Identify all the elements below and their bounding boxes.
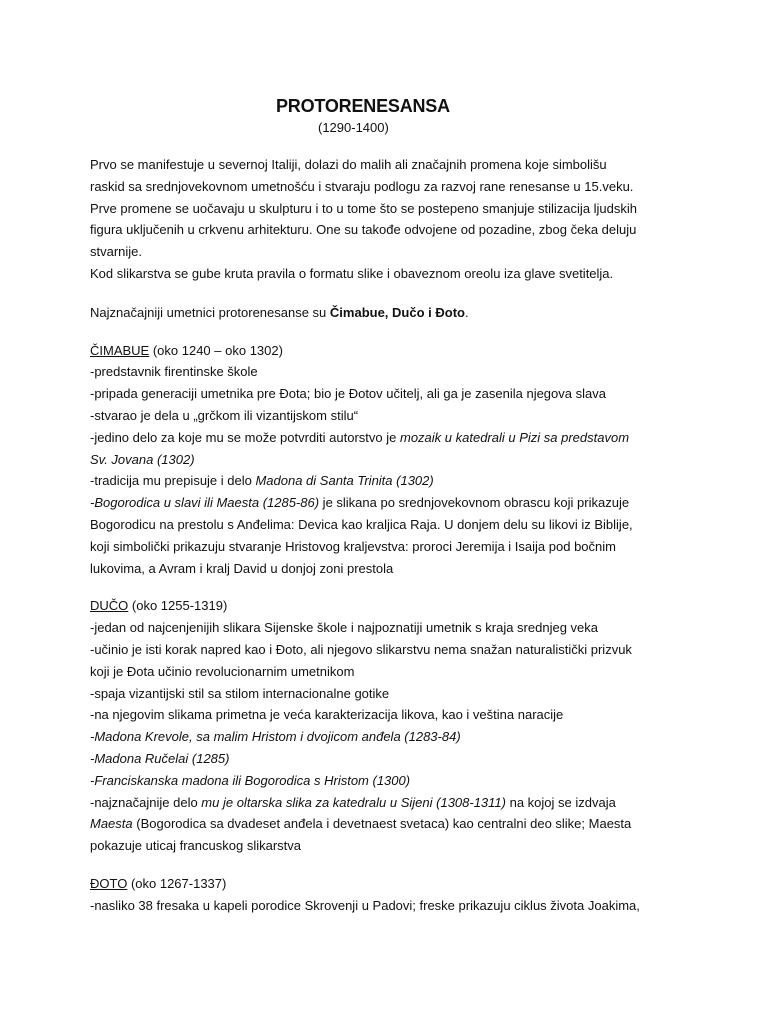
- artist-dates: (oko 1240 – oko 1302): [149, 342, 283, 358]
- section-line: -pripada generaciji umetnika pre Đota; bio je Đotov učitelj, ali ga je zasenila njegova slava: [90, 386, 606, 402]
- artwork-title: -Bogorodica u slavi ili Maesta (1285-86): [90, 495, 320, 511]
- line-text: -tradicija mu prepisuje i delo: [90, 473, 256, 489]
- section-line: lukovima, a Avram i kralj David u donjoj zoni prestola: [90, 560, 394, 576]
- line-text: (Bogorodica sa dvadeset anđela i devetnaest svetaca) kao centralni deo slike; Maesta: [132, 816, 632, 832]
- line-text: -najznačajnije delo: [90, 794, 202, 810]
- artwork-title: Sv. Jovana (1302): [90, 451, 195, 467]
- section-line: [90, 792, 690, 814]
- artwork-title: Madona di Santa Trinita (1302): [255, 473, 434, 489]
- section-heading: [90, 340, 690, 362]
- artwork-title: mu je oltarska slika za katedralu u Sijeni (1308-1311): [201, 794, 506, 810]
- section-cimabue: [90, 340, 690, 580]
- intro-line: stvarnije.: [90, 244, 143, 260]
- artist-name: ČIMABUE: [90, 342, 150, 358]
- section-line: [90, 492, 690, 514]
- section-heading: [90, 595, 690, 617]
- section-line: -na njegovim slikama primetna je veća karakterizacija likova, kao i veština naracije: [90, 707, 564, 723]
- artist-name: ĐOTO: [90, 875, 128, 891]
- line-text: -jedino delo za koje mu se može potvrditi autorstvo je: [90, 429, 400, 445]
- section-giotto: [90, 873, 690, 917]
- artwork-title: mozaik u katedrali u Pizi sa predstavom: [400, 429, 630, 445]
- section-line: -učinio je isti korak napred kao i Đoto, ali njegovo slikarstvu nema snažan naturalistički prizvuk: [90, 641, 632, 657]
- section-line: Bogorodicu na prestolu s Anđelima: Devica kao kraljica Raja. U donjem delu su likovi iz Biblije,: [90, 516, 633, 532]
- artwork-title: -Madona Ručelai (1285): [90, 750, 230, 766]
- intro-line: figura uključenih u crkvenu arhitekturu. One su takođe odvojene od pozadine, zbog čeka deluju: [90, 222, 637, 238]
- artist-dates: (oko 1255-1319): [128, 598, 228, 614]
- section-line: -stvarao je dela u „grčkom ili vizantijskom stilu“: [90, 407, 359, 423]
- section-heading: [90, 873, 690, 895]
- section-line: [90, 470, 690, 492]
- section-line: -jedan od najcenjenijih slikara Sijenske škole i najpoznatiji umetnik s kraja srednjeg veka: [90, 620, 598, 636]
- artists-intro-paragraph: [90, 302, 690, 324]
- section-line: pokazuje uticaj francuskog slikarstva: [90, 838, 301, 854]
- artists-intro-prefix: Najznačajniji umetnici protorenesanse su: [90, 304, 330, 320]
- artists-intro-suffix: .: [464, 304, 469, 320]
- page-title: PROTORENESANSA: [276, 96, 450, 116]
- artists-intro-line: [90, 302, 690, 324]
- intro-paragraph: [90, 154, 690, 285]
- section-line: -nasliko 38 fresaka u kapeli porodice Skrovenji u Padovi; freske prikazuju ciklus života Joakima,: [90, 897, 640, 913]
- section-duccio: [90, 595, 690, 857]
- section-line: [90, 427, 690, 449]
- line-text: je slikana po srednjovekovnom obrascu koji prikazuje: [319, 495, 630, 511]
- section-line: -spaja vizantijski stil sa stilom internacionalne gotike: [90, 685, 390, 701]
- section-line: koji je Đota učinio revolucionarnim umetnikom: [90, 663, 355, 679]
- artist-dates: (oko 1267-1337): [127, 875, 227, 891]
- intro-line: Prvo se manifestuje u severnoj Italiji, dolazi do malih ali značajnih promena koje simbolišu: [90, 157, 607, 172]
- intro-line: raskid sa srednjovekovnom umetnošću i stvaraju podlogu za razvoj rane renesanse u 15.veku.: [90, 178, 634, 194]
- section-line: -predstavnik firentinske škole: [90, 364, 258, 380]
- line-text: na kojoj se izdvaja: [506, 794, 616, 810]
- intro-line: Prve promene se uočavaju u skulpturu i to u tome što se postepeno smanjuje stilizacija ljudskih: [90, 200, 638, 216]
- artwork-title: -Madona Krevole, sa malim Hristom i dvojicom anđela (1283-84): [90, 729, 461, 745]
- artwork-title: -Franciskanska madona ili Bogorodica s Hristom (1300): [90, 772, 411, 788]
- document-body: [90, 94, 690, 917]
- artists-names: Čimabue, Dučo i Đoto: [329, 304, 465, 320]
- artist-name: DUČO: [90, 598, 129, 614]
- section-line: [90, 813, 690, 835]
- section-line: koji simbolički prikazuju stvaranje Hristovog kraljevstva: proroci Jeremija i Isaija pod bočnim: [90, 538, 616, 554]
- page-subtitle: (1290-1400): [318, 120, 389, 135]
- intro-line: Kod slikarstva se gube kruta pravila o formatu slike i obaveznom oreolu iza glave svetitelja.: [90, 265, 614, 281]
- artwork-title: Maesta: [90, 816, 133, 832]
